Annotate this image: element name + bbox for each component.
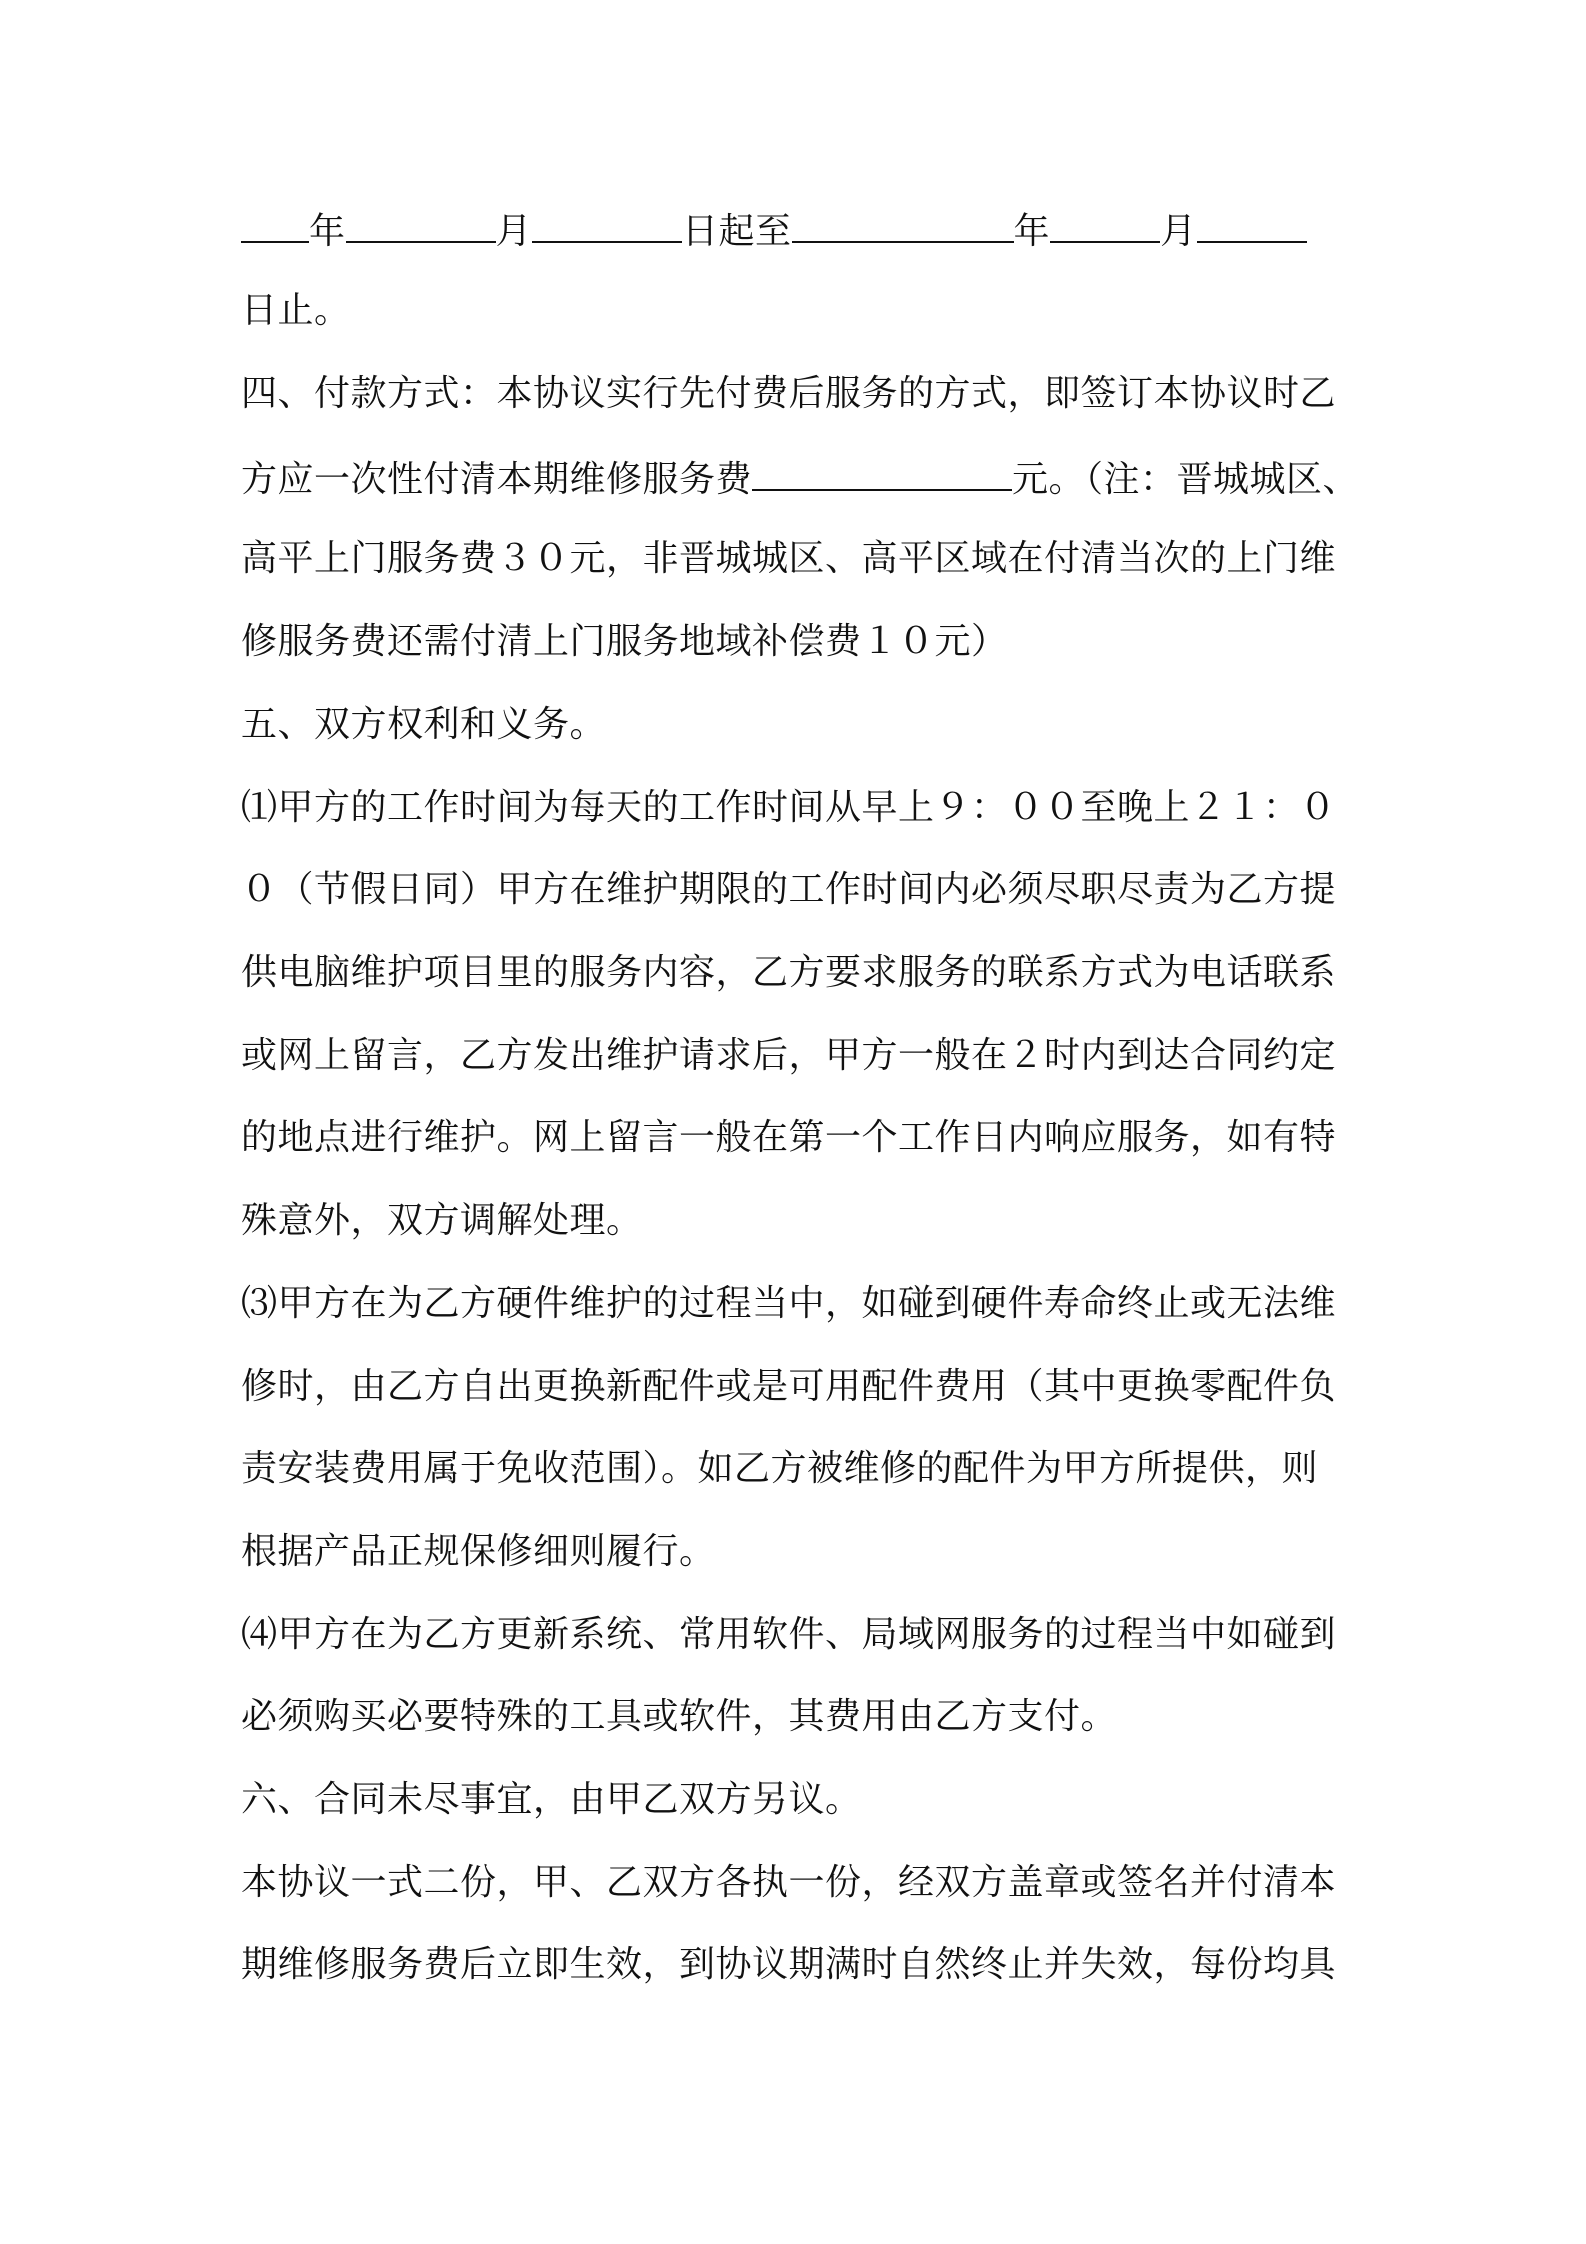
text-line: 本协议一式二份，甲、乙双方各执一份，经双方盖章或签名并付清本 xyxy=(241,1862,1337,1903)
payment-fee-text: 方应一次性付清本期维修服务费 xyxy=(241,459,753,500)
text-line: ⑶甲方在为乙方硬件维护的过程当中，如碰到硬件寿命终止或无法维 xyxy=(241,1283,1337,1324)
text-line: 的地点进行维护。网上留言一般在第一个工作日内响应服务，如有特 xyxy=(241,1117,1337,1158)
blank-service-fee[interactable] xyxy=(752,453,1012,491)
section-four-payment: 四、付款方式：本协议实行先付费后服务的方式，即签订本协议时乙 xyxy=(241,373,1337,414)
text-line: ０（节假日同）甲方在维护期限的工作时间内必须尽职尽责为乙方提 xyxy=(241,869,1337,910)
payment-note-text: 元。（注：晋城城区、 xyxy=(1012,459,1360,500)
section-six-heading: 六、合同未尽事宜，由甲乙双方另议。 xyxy=(241,1779,862,1820)
payment-fee-line xyxy=(241,453,1361,501)
blank-end-year[interactable] xyxy=(792,205,1014,243)
date-range-line xyxy=(241,205,1361,253)
text-line: 高平上门服务费３０元，非晋城城区、高平区域在付清当次的上门维 xyxy=(241,538,1337,579)
blank-start-day[interactable] xyxy=(532,205,682,243)
label-year-1: 年 xyxy=(309,211,346,252)
text-line: 责安装费用属于免收范围）。如乙方被维修的配件为甲方所提供，则 xyxy=(241,1448,1319,1489)
text-line: 必须购买必要特殊的工具或软件，其费用由乙方支付。 xyxy=(241,1696,1118,1737)
label-day-from: 日起至 xyxy=(682,211,792,252)
blank-end-day[interactable] xyxy=(1197,205,1307,243)
text-line: 修时，由乙方自出更换新配件或是可用配件费用（其中更换零配件负 xyxy=(241,1366,1337,1407)
text-line: 供电脑维护项目里的服务内容，乙方要求服务的联系方式为电话联系 xyxy=(241,952,1337,993)
text-line: 或网上留言，乙方发出维护请求后，甲方一般在２时内到达合同约定 xyxy=(241,1035,1337,1076)
text-line: ⑷甲方在为乙方更新系统、常用软件、局域网服务的过程当中如碰到 xyxy=(241,1614,1337,1655)
text-line: ⑴甲方的工作时间为每天的工作时间从早上９：００至晚上２１：０ xyxy=(241,787,1337,828)
blank-start-month[interactable] xyxy=(346,205,496,243)
blank-end-month[interactable] xyxy=(1050,205,1160,243)
text-line: 根据产品正规保修细则履行。 xyxy=(241,1531,716,1572)
text-line: 日止。 xyxy=(241,290,351,331)
text-line: 修服务费还需付清上门服务地域补偿费１０元） xyxy=(241,621,1008,662)
label-month-1: 月 xyxy=(495,211,533,252)
blank-start-year[interactable] xyxy=(241,205,309,243)
text-line: 殊意外，双方调解处理。 xyxy=(241,1200,643,1241)
label-year-2: 年 xyxy=(1013,211,1051,252)
text-line: 期维修服务费后立即生效，到协议期满时自然终止并失效，每份均具 xyxy=(241,1944,1337,1985)
label-month-2: 月 xyxy=(1160,211,1197,252)
section-five-heading: 五、双方权利和义务。 xyxy=(241,704,607,745)
